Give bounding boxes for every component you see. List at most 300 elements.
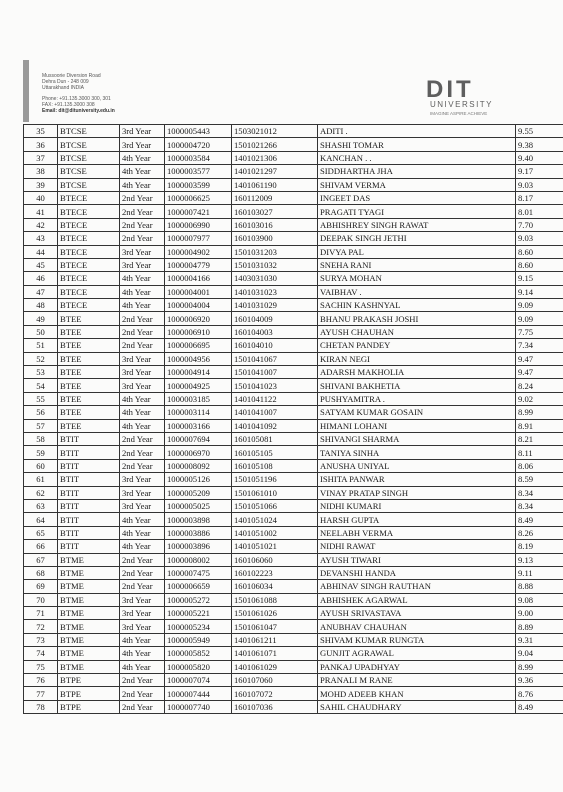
branch-cell: BTCSE: [58, 178, 120, 191]
table-row: [24, 700, 563, 713]
score-cell: 9.13: [516, 553, 563, 566]
student-name-cell: CHETAN PANDEY: [318, 339, 516, 352]
serial-number-cell: 41: [24, 205, 58, 218]
roll-number-cell: 1401051002: [232, 526, 318, 539]
table-row: [24, 499, 563, 512]
student-name-cell: ABHISHREY SINGH RAWAT: [318, 218, 516, 231]
year-cell: 3rd Year: [120, 620, 165, 633]
year-cell: 2nd Year: [120, 325, 165, 338]
serial-number-cell: 77: [24, 687, 58, 700]
table-row: [24, 406, 563, 419]
score-cell: 8.17: [516, 191, 563, 204]
year-cell: 4th Year: [120, 285, 165, 298]
branch-cell: BTEE: [58, 379, 120, 392]
serial-number-cell: 45: [24, 258, 58, 271]
serial-number-cell: 54: [24, 379, 58, 392]
year-cell: 2nd Year: [120, 459, 165, 472]
roll-number-cell: 160105105: [232, 446, 318, 459]
year-cell: 4th Year: [120, 513, 165, 526]
roll-number-cell: 160107060: [232, 674, 318, 687]
student-name-cell: PUSHYAMITRA .: [318, 392, 516, 405]
student-name-cell: AYUSH CHAUHAN: [318, 325, 516, 338]
student-id-cell: 1000005221: [165, 607, 232, 620]
branch-cell: BTIT: [58, 432, 120, 445]
roll-number-cell: 1501051066: [232, 499, 318, 512]
student-id-cell: 1000003599: [165, 178, 232, 191]
year-cell: 3rd Year: [120, 499, 165, 512]
table-row: [24, 151, 563, 164]
branch-cell: BTEE: [58, 325, 120, 338]
student-id-cell: 1000005949: [165, 633, 232, 646]
serial-number-cell: 63: [24, 499, 58, 512]
table-row: [24, 660, 563, 673]
score-cell: 9.09: [516, 312, 563, 325]
letterhead-address: [42, 73, 115, 114]
table-row: [24, 513, 563, 526]
table-row: [24, 620, 563, 633]
score-cell: 8.76: [516, 687, 563, 700]
table-row: [24, 566, 563, 579]
student-id-cell: 1000007074: [165, 674, 232, 687]
branch-cell: BTECE: [58, 218, 120, 231]
year-cell: 3rd Year: [120, 258, 165, 271]
student-id-cell: 1000005852: [165, 647, 232, 660]
year-cell: 3rd Year: [120, 486, 165, 499]
student-name-cell: SURYA MOHAN: [318, 272, 516, 285]
student-name-cell: DEVANSHI HANDA: [318, 566, 516, 579]
year-cell: 4th Year: [120, 178, 165, 191]
score-cell: 8.24: [516, 379, 563, 392]
year-cell: 2nd Year: [120, 687, 165, 700]
student-id-cell: 1000005443: [165, 125, 232, 138]
serial-number-cell: 38: [24, 165, 58, 178]
year-cell: 4th Year: [120, 647, 165, 660]
student-name-cell: VAIBHAV .: [318, 285, 516, 298]
score-cell: 9.36: [516, 674, 563, 687]
phone-line: Phone: +91.135.3000 300, 301: [42, 96, 111, 102]
year-cell: 4th Year: [120, 406, 165, 419]
year-cell: 4th Year: [120, 419, 165, 432]
score-cell: 9.47: [516, 366, 563, 379]
table-row: [24, 312, 563, 325]
branch-cell: BTECE: [58, 272, 120, 285]
year-cell: 3rd Year: [120, 473, 165, 486]
year-cell: 4th Year: [120, 540, 165, 553]
student-id-cell: 1000004914: [165, 366, 232, 379]
roll-number-cell: 1401041092: [232, 419, 318, 432]
serial-number-cell: 65: [24, 526, 58, 539]
score-cell: 9.40: [516, 151, 563, 164]
year-cell: 2nd Year: [120, 432, 165, 445]
branch-cell: BTECE: [58, 191, 120, 204]
roll-number-cell: 1501041007: [232, 366, 318, 379]
year-cell: 3rd Year: [120, 245, 165, 258]
table-row: [24, 258, 563, 271]
student-id-cell: 1000008002: [165, 553, 232, 566]
branch-cell: BTEE: [58, 406, 120, 419]
student-name-cell: TANIYA SINHA: [318, 446, 516, 459]
table-row: [24, 392, 563, 405]
student-id-cell: 1000003896: [165, 540, 232, 553]
serial-number-cell: 78: [24, 700, 58, 713]
serial-number-cell: 62: [24, 486, 58, 499]
score-cell: 9.38: [516, 138, 563, 151]
student-name-cell: KIRAN NEGI: [318, 352, 516, 365]
serial-number-cell: 68: [24, 566, 58, 579]
student-id-cell: 1000004925: [165, 379, 232, 392]
year-cell: 2nd Year: [120, 218, 165, 231]
branch-cell: BTEE: [58, 366, 120, 379]
table-row: [24, 218, 563, 231]
score-cell: 9.04: [516, 647, 563, 660]
student-name-cell: SACHIN KASHNYAL: [318, 299, 516, 312]
university-logo: [420, 78, 530, 123]
student-name-cell: MOHD ADEEB KHAN: [318, 687, 516, 700]
serial-number-cell: 76: [24, 674, 58, 687]
roll-number-cell: 160103900: [232, 232, 318, 245]
table-row: [24, 325, 563, 338]
branch-cell: BTECE: [58, 299, 120, 312]
address-line: Mussoorie Diversion Road: [42, 73, 101, 79]
student-name-cell: DEEPAK SINGH JETHI: [318, 232, 516, 245]
year-cell: 2nd Year: [120, 232, 165, 245]
student-name-cell: NEELABH VERMA: [318, 526, 516, 539]
table-row: [24, 633, 563, 646]
roll-number-cell: 1401041122: [232, 392, 318, 405]
score-cell: 9.11: [516, 566, 563, 579]
serial-number-cell: 57: [24, 419, 58, 432]
branch-cell: BTME: [58, 553, 120, 566]
fax-line: FAX: +91.135.3000 308: [42, 102, 95, 108]
year-cell: 4th Year: [120, 633, 165, 646]
serial-number-cell: 51: [24, 339, 58, 352]
score-cell: 9.31: [516, 633, 563, 646]
serial-number-cell: 47: [24, 285, 58, 298]
logo-tagline: IMAGINE ASPIRE ACHIEVE: [430, 111, 488, 116]
student-id-cell: 1000007421: [165, 205, 232, 218]
table-row: [24, 232, 563, 245]
branch-cell: BTECE: [58, 258, 120, 271]
serial-number-cell: 50: [24, 325, 58, 338]
serial-number-cell: 43: [24, 232, 58, 245]
student-id-cell: 1000004720: [165, 138, 232, 151]
serial-number-cell: 49: [24, 312, 58, 325]
student-name-cell: BHANU PRAKASH JOSHI: [318, 312, 516, 325]
student-name-cell: SHIVANGI SHARMA: [318, 432, 516, 445]
branch-cell: BTPE: [58, 687, 120, 700]
branch-cell: BTECE: [58, 205, 120, 218]
roll-number-cell: 1501051196: [232, 473, 318, 486]
student-name-cell: SIDDHARTHA JHA: [318, 165, 516, 178]
serial-number-cell: 73: [24, 633, 58, 646]
student-id-cell: 1000004004: [165, 299, 232, 312]
student-name-cell: ADITI .: [318, 125, 516, 138]
year-cell: 3rd Year: [120, 138, 165, 151]
table-row: [24, 459, 563, 472]
student-name-cell: SHASHI TOMAR: [318, 138, 516, 151]
student-id-cell: 1000007694: [165, 432, 232, 445]
branch-cell: BTIT: [58, 499, 120, 512]
student-name-cell: VINAY PRATAP SINGH: [318, 486, 516, 499]
student-id-cell: 1000003886: [165, 526, 232, 539]
student-name-cell: HIMANI LOHANI: [318, 419, 516, 432]
table-row: [24, 486, 563, 499]
roll-number-cell: 160107036: [232, 700, 318, 713]
roll-number-cell: 1401051024: [232, 513, 318, 526]
year-cell: 4th Year: [120, 165, 165, 178]
student-id-cell: 1000006695: [165, 339, 232, 352]
roll-number-cell: 1501031032: [232, 258, 318, 271]
year-cell: 3rd Year: [120, 125, 165, 138]
student-id-cell: 1000003114: [165, 406, 232, 419]
branch-cell: BTECE: [58, 245, 120, 258]
roll-number-cell: 160106034: [232, 580, 318, 593]
student-id-cell: 1000005272: [165, 593, 232, 606]
student-name-cell: PRANALI M RANE: [318, 674, 516, 687]
table-row: [24, 205, 563, 218]
year-cell: 2nd Year: [120, 580, 165, 593]
score-cell: 7.34: [516, 339, 563, 352]
year-cell: 3rd Year: [120, 366, 165, 379]
serial-number-cell: 58: [24, 432, 58, 445]
score-cell: 8.19: [516, 540, 563, 553]
roll-number-cell: 160112009: [232, 191, 318, 204]
score-cell: 9.47: [516, 352, 563, 365]
year-cell: 2nd Year: [120, 566, 165, 579]
student-name-cell: PRAGATI TYAGI: [318, 205, 516, 218]
student-id-cell: 1000006659: [165, 580, 232, 593]
score-cell: 9.17: [516, 165, 563, 178]
table-row: [24, 339, 563, 352]
branch-cell: BTME: [58, 580, 120, 593]
score-cell: 8.34: [516, 486, 563, 499]
score-cell: 9.09: [516, 299, 563, 312]
roll-number-cell: 1501061088: [232, 593, 318, 606]
year-cell: 2nd Year: [120, 312, 165, 325]
table-row: [24, 446, 563, 459]
roll-number-cell: 1401061029: [232, 660, 318, 673]
table-row: [24, 272, 563, 285]
branch-cell: BTME: [58, 593, 120, 606]
student-id-cell: 1000006920: [165, 312, 232, 325]
score-cell: 8.89: [516, 620, 563, 633]
table-row: [24, 593, 563, 606]
student-name-cell: GUNJIT AGRAWAL: [318, 647, 516, 660]
year-cell: 2nd Year: [120, 205, 165, 218]
table-row: [24, 540, 563, 553]
roll-number-cell: 1401031023: [232, 285, 318, 298]
score-cell: 8.99: [516, 660, 563, 673]
roll-number-cell: 1501041067: [232, 352, 318, 365]
student-name-cell: SAHIL CHAUDHARY: [318, 700, 516, 713]
table-row: [24, 165, 563, 178]
year-cell: 3rd Year: [120, 379, 165, 392]
table-row: [24, 674, 563, 687]
score-cell: 8.21: [516, 432, 563, 445]
student-name-cell: KANCHAN . .: [318, 151, 516, 164]
score-cell: 8.60: [516, 258, 563, 271]
student-id-cell: 1000005126: [165, 473, 232, 486]
table-row: [24, 526, 563, 539]
branch-cell: BTME: [58, 566, 120, 579]
branch-cell: BTIT: [58, 540, 120, 553]
student-name-cell: ADARSH MAKHOLIA: [318, 366, 516, 379]
serial-number-cell: 69: [24, 580, 58, 593]
table-row: [24, 580, 563, 593]
roll-number-cell: 1401041007: [232, 406, 318, 419]
student-id-cell: 1000007740: [165, 700, 232, 713]
student-name-cell: HARSH GUPTA: [318, 513, 516, 526]
student-id-cell: 1000004001: [165, 285, 232, 298]
roll-number-cell: 160104009: [232, 312, 318, 325]
student-id-cell: 1000004902: [165, 245, 232, 258]
student-id-cell: 1000006625: [165, 191, 232, 204]
roll-number-cell: 1401031029: [232, 299, 318, 312]
year-cell: 4th Year: [120, 299, 165, 312]
branch-cell: BTEE: [58, 312, 120, 325]
branch-cell: BTIT: [58, 513, 120, 526]
student-id-cell: 1000004779: [165, 258, 232, 271]
serial-number-cell: 52: [24, 352, 58, 365]
logo-name: UNIVERSITY: [430, 100, 494, 109]
table-row: [24, 245, 563, 258]
year-cell: 3rd Year: [120, 607, 165, 620]
roll-number-cell: 1401051021: [232, 540, 318, 553]
score-cell: 9.08: [516, 593, 563, 606]
branch-cell: BTCSE: [58, 165, 120, 178]
year-cell: 4th Year: [120, 526, 165, 539]
student-name-cell: ANUBHAV CHAUHAN: [318, 620, 516, 633]
roll-number-cell: 1501041023: [232, 379, 318, 392]
roll-number-cell: 160104003: [232, 325, 318, 338]
score-cell: 8.49: [516, 513, 563, 526]
student-name-cell: INGEET DAS: [318, 191, 516, 204]
year-cell: 2nd Year: [120, 553, 165, 566]
branch-cell: BTECE: [58, 285, 120, 298]
score-cell: 8.91: [516, 419, 563, 432]
year-cell: 4th Year: [120, 660, 165, 673]
student-id-cell: 1000003166: [165, 419, 232, 432]
serial-number-cell: 59: [24, 446, 58, 459]
serial-number-cell: 37: [24, 151, 58, 164]
roll-number-cell: 160106060: [232, 553, 318, 566]
serial-number-cell: 48: [24, 299, 58, 312]
score-cell: 9.03: [516, 232, 563, 245]
roll-number-cell: 1501061010: [232, 486, 318, 499]
roll-number-cell: 1401061190: [232, 178, 318, 191]
serial-number-cell: 72: [24, 620, 58, 633]
roll-number-cell: 1401061211: [232, 633, 318, 646]
student-id-cell: 1000003577: [165, 165, 232, 178]
roll-number-cell: 1501031203: [232, 245, 318, 258]
branch-cell: BTEE: [58, 419, 120, 432]
year-cell: 4th Year: [120, 272, 165, 285]
serial-number-cell: 36: [24, 138, 58, 151]
serial-number-cell: 67: [24, 553, 58, 566]
table-row: [24, 352, 563, 365]
student-id-cell: 1000003185: [165, 392, 232, 405]
serial-number-cell: 56: [24, 406, 58, 419]
address-line: Dehra Dun - 248 009: [42, 79, 89, 85]
table-row: [24, 687, 563, 700]
student-name-cell: PANKAJ UPADHYAY: [318, 660, 516, 673]
branch-cell: BTIT: [58, 473, 120, 486]
roll-number-cell: 160105081: [232, 432, 318, 445]
student-name-cell: AYUSH SRIVASTAVA: [318, 607, 516, 620]
score-cell: 9.55: [516, 125, 563, 138]
student-name-cell: ABHINAV SINGH RAUTHAN: [318, 580, 516, 593]
score-cell: 9.03: [516, 178, 563, 191]
score-cell: 8.49: [516, 700, 563, 713]
year-cell: 2nd Year: [120, 339, 165, 352]
roll-number-cell: 1501061026: [232, 607, 318, 620]
score-cell: 8.34: [516, 499, 563, 512]
student-name-cell: SHIVANI BAKHETIA: [318, 379, 516, 392]
table-row: [24, 473, 563, 486]
score-cell: 9.15: [516, 272, 563, 285]
student-id-cell: 1000006990: [165, 218, 232, 231]
serial-number-cell: 71: [24, 607, 58, 620]
score-cell: 8.60: [516, 245, 563, 258]
year-cell: 3rd Year: [120, 352, 165, 365]
table-row: [24, 191, 563, 204]
roll-number-cell: 1503021012: [232, 125, 318, 138]
year-cell: 4th Year: [120, 151, 165, 164]
roll-number-cell: 1403031030: [232, 272, 318, 285]
table-row: [24, 553, 563, 566]
student-id-cell: 1000005025: [165, 499, 232, 512]
table-row: [24, 366, 563, 379]
student-id-cell: 1000007977: [165, 232, 232, 245]
table-row: [24, 285, 563, 298]
branch-cell: BTPE: [58, 674, 120, 687]
branch-cell: BTME: [58, 620, 120, 633]
student-id-cell: 1000004956: [165, 352, 232, 365]
branch-cell: BTME: [58, 633, 120, 646]
table-row: [24, 607, 563, 620]
branch-cell: BTEE: [58, 352, 120, 365]
student-id-cell: 1000005234: [165, 620, 232, 633]
score-cell: 9.02: [516, 392, 563, 405]
roll-number-cell: 1401061071: [232, 647, 318, 660]
student-name-cell: NIDHI KUMARI: [318, 499, 516, 512]
score-cell: 8.26: [516, 526, 563, 539]
roll-number-cell: 160104010: [232, 339, 318, 352]
student-name-cell: ANUSHA UNIYAL: [318, 459, 516, 472]
merit-list-table: [23, 124, 563, 714]
student-id-cell: 1000006910: [165, 325, 232, 338]
table-row: [24, 419, 563, 432]
serial-number-cell: 74: [24, 647, 58, 660]
branch-cell: BTEE: [58, 392, 120, 405]
branch-cell: BTIT: [58, 486, 120, 499]
serial-number-cell: 66: [24, 540, 58, 553]
student-name-cell: SATYAM KUMAR GOSAIN: [318, 406, 516, 419]
score-cell: 8.59: [516, 473, 563, 486]
branch-cell: BTEE: [58, 339, 120, 352]
branch-cell: BTME: [58, 647, 120, 660]
year-cell: 2nd Year: [120, 700, 165, 713]
roll-number-cell: 1501021266: [232, 138, 318, 151]
score-cell: 7.70: [516, 218, 563, 231]
student-name-cell: NIDHI RAWAT: [318, 540, 516, 553]
letterhead-bar: [23, 60, 29, 122]
serial-number-cell: 55: [24, 392, 58, 405]
student-id-cell: 1000008092: [165, 459, 232, 472]
student-name-cell: AYUSH TIWARI: [318, 553, 516, 566]
student-name-cell: SHIVAM VERMA: [318, 178, 516, 191]
roll-number-cell: 160105108: [232, 459, 318, 472]
